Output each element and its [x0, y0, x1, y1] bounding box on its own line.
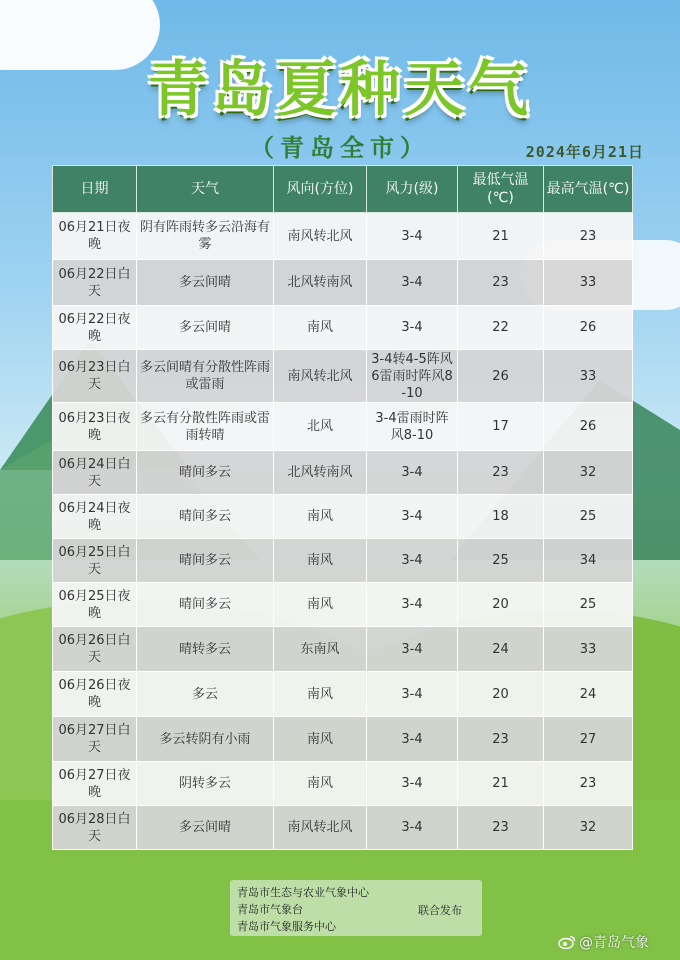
row-wind-force: 3-4 — [367, 260, 458, 306]
row-max-temp: 25 — [544, 583, 633, 627]
row-weather: 多云 — [137, 672, 274, 717]
row-date: 06月22日夜晚 — [53, 306, 137, 350]
table-row — [53, 627, 633, 672]
row-weather: 晴间多云 — [137, 583, 274, 627]
row-wind-force: 3-4 — [367, 672, 458, 717]
row-wind-force: 3-4 — [367, 806, 458, 850]
header-min-temp: 最低气温(℃) — [458, 166, 544, 213]
table-row — [53, 213, 633, 260]
publisher-1: 青岛市生态与农业气象中心 — [237, 886, 369, 899]
row-wind-direction: 南风 — [274, 717, 367, 762]
row-wind-direction: 南风 — [274, 583, 367, 627]
row-max-temp: 32 — [544, 806, 633, 850]
row-weather: 多云间晴 — [137, 806, 274, 850]
row-weather: 多云间晴 — [137, 260, 274, 306]
header-wind-force: 风力(级) — [367, 166, 458, 213]
row-max-temp: 33 — [544, 627, 633, 672]
row-wind-force: 3-4 — [367, 762, 458, 806]
row-wind-direction: 南风 — [274, 672, 367, 717]
table-row — [53, 806, 633, 850]
row-wind-force: 3-4雷雨时阵风8-10 — [367, 403, 458, 451]
row-weather: 多云间晴有分散性阵雨或雷雨 — [137, 350, 274, 403]
row-min-temp: 24 — [458, 627, 544, 672]
row-min-temp: 17 — [458, 403, 544, 451]
row-max-temp: 33 — [544, 260, 633, 306]
row-date: 06月27日白天 — [53, 717, 137, 762]
header-weather: 天气 — [137, 166, 274, 213]
header-date: 日期 — [53, 166, 137, 213]
row-date: 06月24日夜晚 — [53, 495, 137, 539]
joint-release-label: 联合发布 — [418, 904, 462, 917]
row-date: 06月22日白天 — [53, 260, 137, 306]
row-max-temp: 32 — [544, 451, 633, 495]
row-min-temp: 23 — [458, 451, 544, 495]
row-wind-force: 3-4 — [367, 627, 458, 672]
row-wind-direction: 东南风 — [274, 627, 367, 672]
table-row — [53, 403, 633, 451]
row-max-temp: 27 — [544, 717, 633, 762]
row-weather: 多云有分散性阵雨或雷雨转晴 — [137, 403, 274, 451]
row-min-temp: 25 — [458, 539, 544, 583]
page-subtitle: （青岛全市） — [250, 134, 430, 162]
row-wind-direction: 北风转南风 — [274, 260, 367, 306]
row-min-temp: 21 — [458, 213, 544, 260]
row-max-temp: 24 — [544, 672, 633, 717]
publish-date: 2024年6月21日 — [525, 143, 644, 161]
row-date: 06月24日白天 — [53, 451, 137, 495]
row-wind-force: 3-4 — [367, 539, 458, 583]
row-wind-direction: 南风 — [274, 539, 367, 583]
weibo-icon — [558, 935, 576, 949]
row-wind-force: 3-4 — [367, 306, 458, 350]
weibo-watermark — [558, 932, 649, 952]
row-wind-direction: 南风 — [274, 306, 367, 350]
row-wind-direction: 南风转北风 — [274, 213, 367, 260]
row-weather: 多云转阴有小雨 — [137, 717, 274, 762]
row-min-temp: 21 — [458, 762, 544, 806]
table-row — [53, 762, 633, 806]
row-date: 06月28日白天 — [53, 806, 137, 850]
row-weather: 晴间多云 — [137, 495, 274, 539]
row-wind-force: 3-4 — [367, 451, 458, 495]
row-date: 06月26日白天 — [53, 627, 137, 672]
row-wind-direction: 南风 — [274, 495, 367, 539]
row-max-temp: 23 — [544, 762, 633, 806]
row-weather: 阴有阵雨转多云沿海有雾 — [137, 213, 274, 260]
row-date: 06月21日夜晚 — [53, 213, 137, 260]
row-weather: 阴转多云 — [137, 762, 274, 806]
row-weather: 晴间多云 — [137, 539, 274, 583]
row-date: 06月27日夜晚 — [53, 762, 137, 806]
row-min-temp: 22 — [458, 306, 544, 350]
page-title: 青岛夏种天气 — [148, 55, 532, 125]
table-header-row — [53, 166, 633, 213]
row-max-temp: 23 — [544, 213, 633, 260]
row-wind-direction: 南风 — [274, 762, 367, 806]
row-wind-direction: 南风转北风 — [274, 350, 367, 403]
row-weather: 晴间多云 — [137, 451, 274, 495]
row-wind-direction: 北风 — [274, 403, 367, 451]
table-row — [53, 451, 633, 495]
row-date: 06月23日夜晚 — [53, 403, 137, 451]
row-wind-force: 3-4 — [367, 213, 458, 260]
table-row — [53, 350, 633, 403]
publisher-list — [237, 884, 369, 935]
table-row — [53, 583, 633, 627]
row-min-temp: 26 — [458, 350, 544, 403]
header-max-temp: 最高气温(℃) — [544, 166, 633, 213]
row-max-temp: 26 — [544, 306, 633, 350]
table-row — [53, 672, 633, 717]
row-min-temp: 20 — [458, 583, 544, 627]
row-date: 06月26日夜晚 — [53, 672, 137, 717]
table-row — [53, 306, 633, 350]
weibo-handle: @青岛气象 — [579, 935, 649, 951]
publisher-box — [230, 880, 482, 936]
row-wind-force: 3-4 — [367, 583, 458, 627]
table-row — [53, 495, 633, 539]
table-row — [53, 539, 633, 583]
row-min-temp: 23 — [458, 260, 544, 306]
row-date: 06月25日夜晚 — [53, 583, 137, 627]
row-wind-force: 3-4 — [367, 495, 458, 539]
table-row — [53, 717, 633, 762]
row-weather: 多云间晴 — [137, 306, 274, 350]
row-min-temp: 18 — [458, 495, 544, 539]
row-weather: 晴转多云 — [137, 627, 274, 672]
row-date: 06月25日白天 — [53, 539, 137, 583]
row-max-temp: 26 — [544, 403, 633, 451]
publisher-2: 青岛市气象台 — [237, 903, 303, 916]
row-min-temp: 20 — [458, 672, 544, 717]
row-max-temp: 33 — [544, 350, 633, 403]
row-wind-force: 3-4 — [367, 717, 458, 762]
table-row — [53, 260, 633, 306]
row-wind-direction: 北风转南风 — [274, 451, 367, 495]
row-max-temp: 34 — [544, 539, 633, 583]
header-wind-direction: 风向(方位) — [274, 166, 367, 213]
row-wind-direction: 南风转北风 — [274, 806, 367, 850]
publisher-3: 青岛市气象服务中心 — [237, 920, 336, 933]
row-date: 06月23日白天 — [53, 350, 137, 403]
row-wind-force: 3-4转4-5阵风6雷雨时阵风8-10 — [367, 350, 458, 403]
row-max-temp: 25 — [544, 495, 633, 539]
row-min-temp: 23 — [458, 717, 544, 762]
row-min-temp: 23 — [458, 806, 544, 850]
forecast-table — [52, 165, 633, 850]
